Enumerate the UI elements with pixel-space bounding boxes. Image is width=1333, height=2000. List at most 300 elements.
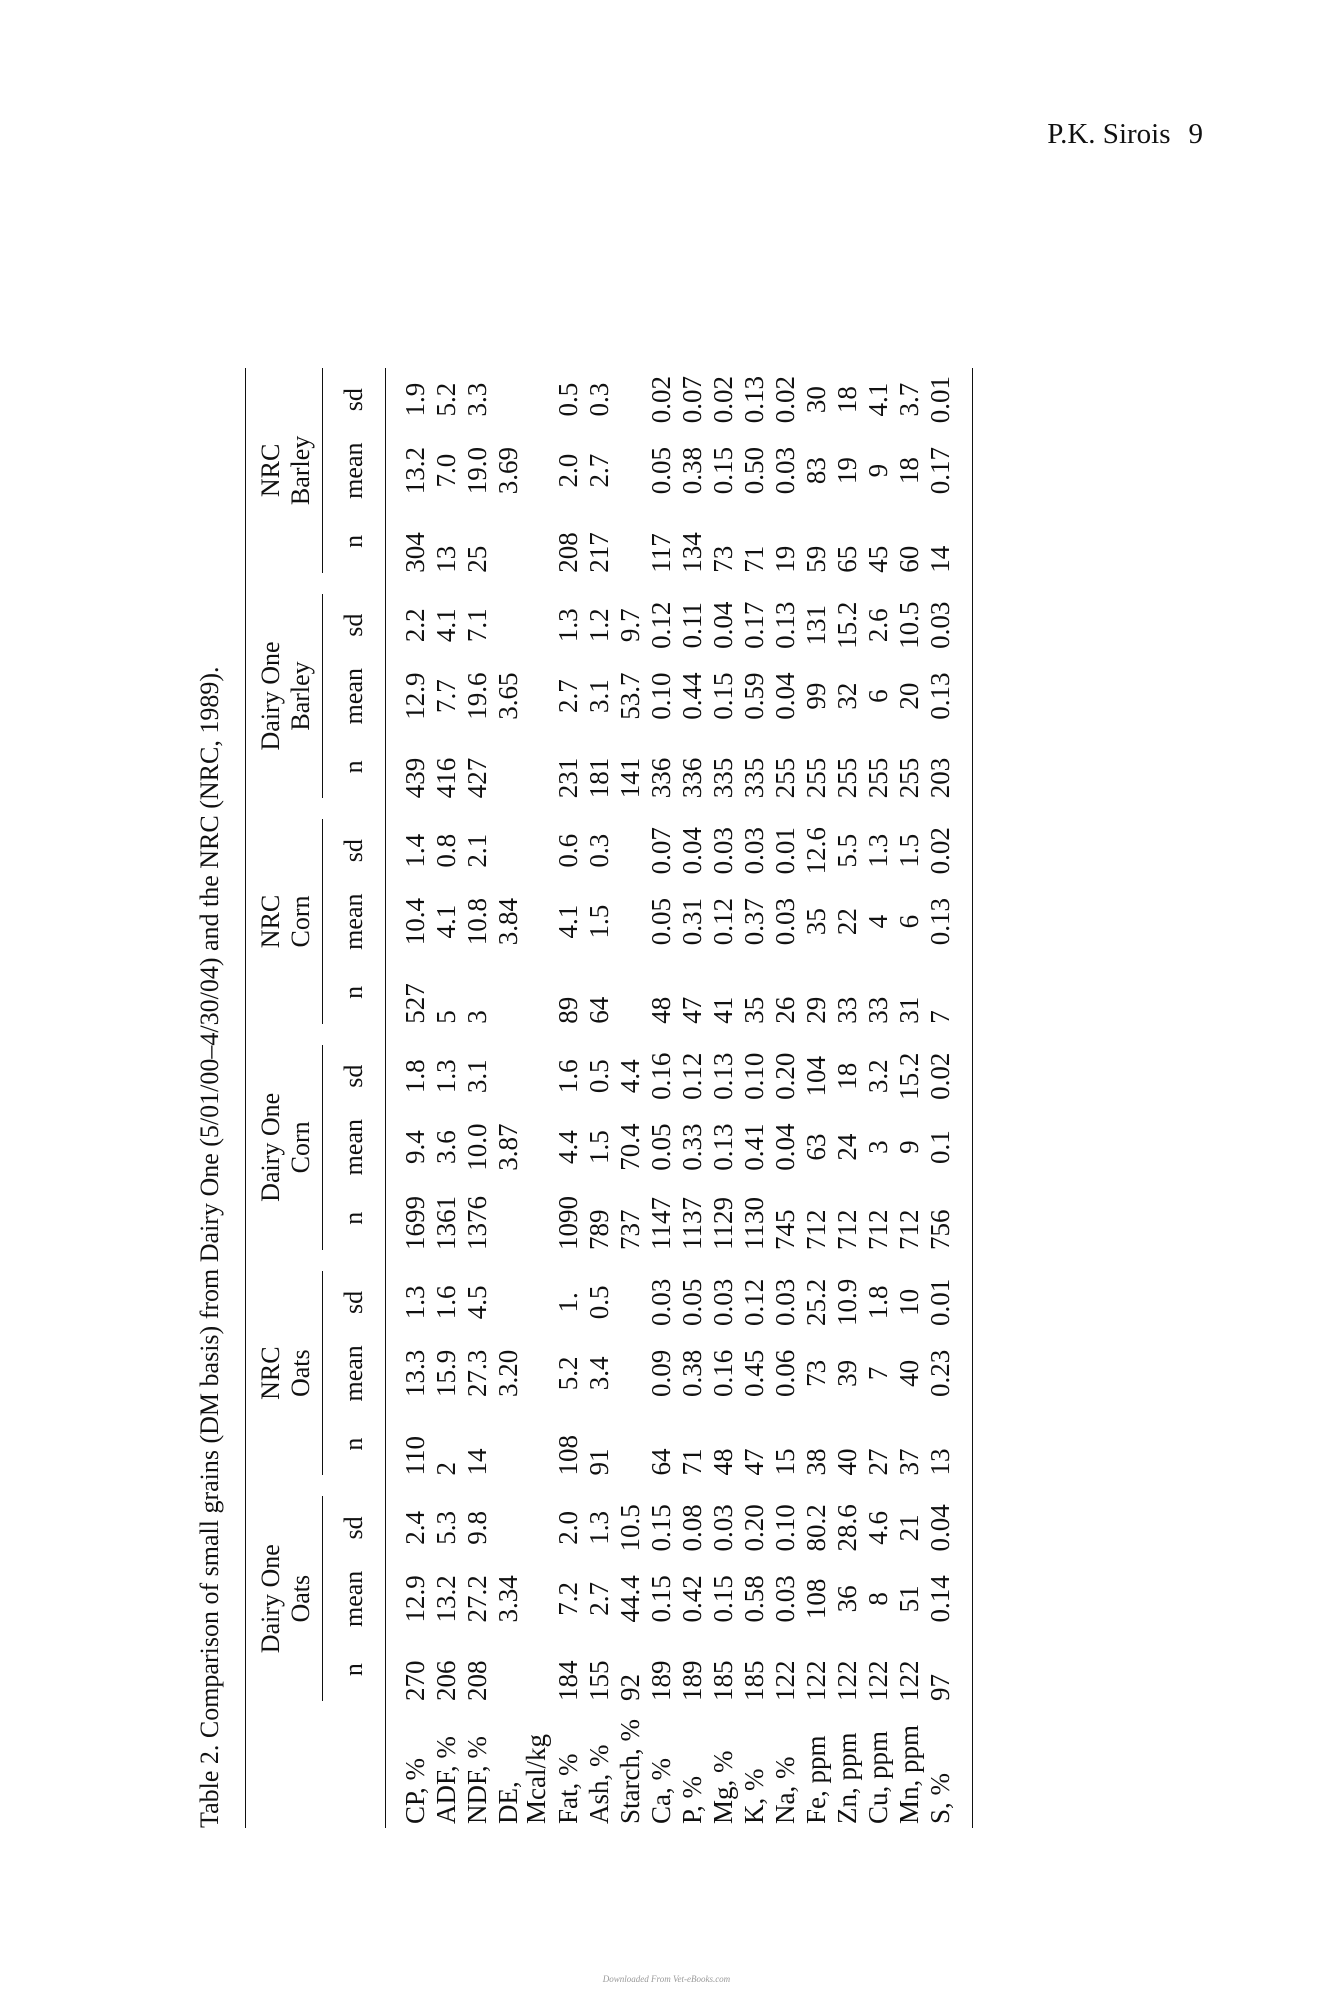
cell-mean: 1.5 bbox=[584, 904, 614, 939]
subheader-mean: mean bbox=[323, 1559, 386, 1638]
column-gap bbox=[741, 1024, 772, 1045]
cell-mean: 51 bbox=[894, 1585, 924, 1613]
cell-sd: 3.1 bbox=[462, 1059, 492, 1094]
cell-mean: 22 bbox=[832, 908, 862, 936]
cell-mean: 10.8 bbox=[462, 898, 492, 946]
cell-mean bbox=[523, 657, 555, 736]
cell-mean: 70.4 bbox=[615, 1123, 645, 1171]
cell-mean: 5.2 bbox=[553, 1356, 583, 1391]
cell-sd: 0.02 bbox=[770, 376, 800, 424]
cell-mean: 13.2 bbox=[400, 447, 430, 495]
row-label: ADF, % bbox=[431, 1736, 461, 1824]
column-gap bbox=[555, 1250, 586, 1271]
cell-mean: 9 bbox=[894, 1140, 924, 1154]
column-gap bbox=[433, 798, 464, 819]
cell-mean: 0.59 bbox=[739, 672, 769, 720]
cell-mean: 0.1 bbox=[927, 1108, 973, 1187]
group-header-row bbox=[246, 368, 323, 1828]
cell-mean: 4.1 bbox=[553, 904, 583, 939]
cell-sd: 0.16 bbox=[646, 1052, 676, 1100]
cell-sd: 0.04 bbox=[708, 601, 738, 649]
column-gap bbox=[710, 798, 741, 819]
cell-sd: 0.5 bbox=[553, 382, 583, 417]
cell-mean: 83 bbox=[801, 457, 831, 485]
table-row bbox=[523, 368, 555, 1828]
cell-n: 122 bbox=[832, 1660, 862, 1701]
cell-n: 47 bbox=[677, 996, 707, 1024]
cell-mean: 0.17 bbox=[927, 431, 973, 510]
group-grain: Corn bbox=[286, 1121, 316, 1174]
column-gap bbox=[495, 1476, 523, 1497]
cell-sd: 3.7 bbox=[894, 382, 924, 417]
column-gap bbox=[896, 1250, 927, 1271]
cell-n: 64 bbox=[646, 1448, 676, 1476]
cell-mean: 0.23 bbox=[927, 1334, 973, 1413]
cell-n: 48 bbox=[708, 1448, 738, 1476]
cell-sd: 0.03 bbox=[927, 594, 973, 657]
table-row bbox=[803, 368, 834, 1828]
cell-n: 181 bbox=[584, 757, 614, 799]
group-grain: Corn bbox=[286, 895, 316, 948]
column-group-header bbox=[246, 1496, 323, 1701]
cell-sd bbox=[523, 819, 555, 882]
column-gap bbox=[803, 798, 834, 819]
column-gap bbox=[679, 1250, 710, 1271]
cell-mean: 44.4 bbox=[615, 1575, 645, 1623]
cell-n: 29 bbox=[801, 996, 831, 1024]
cell-n: 91 bbox=[584, 1448, 614, 1476]
cell-mean: 10.4 bbox=[400, 898, 430, 946]
cell-sd: 1.3 bbox=[863, 833, 893, 868]
column-gap bbox=[741, 798, 772, 819]
cell-n: 255 bbox=[770, 757, 800, 799]
cell-sd: 0.20 bbox=[770, 1052, 800, 1100]
cell-n bbox=[523, 736, 555, 799]
subheader-mean: mean bbox=[323, 657, 386, 736]
sub-header-row bbox=[323, 368, 386, 1828]
cell-mean: 0.15 bbox=[646, 1575, 676, 1623]
cell-n: 231 bbox=[553, 757, 583, 799]
cell-sd: 1.6 bbox=[553, 1059, 583, 1094]
column-gap bbox=[246, 798, 323, 819]
column-gap bbox=[834, 798, 865, 819]
row-label: Mg, % bbox=[708, 1750, 738, 1824]
row-label: NDF, % bbox=[462, 1736, 492, 1824]
column-gap bbox=[617, 798, 648, 819]
cell-mean: 0.04 bbox=[770, 1123, 800, 1171]
cell-sd bbox=[617, 368, 648, 431]
subheader-sd: sd bbox=[323, 594, 386, 657]
column-gap bbox=[386, 1476, 434, 1497]
column-gap bbox=[927, 798, 973, 819]
column-gap bbox=[555, 1476, 586, 1497]
column-gap bbox=[495, 798, 523, 819]
column-gap bbox=[896, 1476, 927, 1497]
column-gap bbox=[246, 1024, 323, 1045]
cell-n bbox=[495, 961, 523, 1024]
table-row bbox=[586, 368, 617, 1828]
cell-sd: 25.2 bbox=[801, 1278, 831, 1327]
cell-n bbox=[523, 1413, 555, 1476]
cell-n: 185 bbox=[708, 1660, 738, 1701]
cell-n bbox=[617, 961, 648, 1024]
cell-mean: 2.0 bbox=[553, 453, 583, 488]
subheader-n: n bbox=[323, 1413, 386, 1476]
table-row bbox=[927, 368, 973, 1828]
column-gap bbox=[834, 1250, 865, 1271]
column-gap bbox=[555, 573, 586, 594]
cell-sd: 4.5 bbox=[462, 1285, 492, 1320]
author-name: P.K. Sirois bbox=[1047, 118, 1171, 150]
cell-n: 1699 bbox=[400, 1196, 430, 1250]
cell-sd bbox=[495, 1271, 523, 1334]
column-gap bbox=[555, 798, 586, 819]
row-label: DE, bbox=[493, 1781, 523, 1824]
column-gap bbox=[523, 1024, 555, 1045]
cell-sd: 0.20 bbox=[739, 1504, 769, 1552]
cell-mean: 2.7 bbox=[584, 1581, 614, 1616]
cell-n: 712 bbox=[863, 1209, 893, 1250]
cell-sd: 18 bbox=[832, 386, 862, 414]
cell-n: 1090 bbox=[553, 1196, 583, 1250]
cell-mean: 0.50 bbox=[739, 447, 769, 495]
cell-n: 14 bbox=[927, 510, 973, 573]
cell-mean: 10.0 bbox=[462, 1123, 492, 1171]
cell-mean: 0.04 bbox=[770, 672, 800, 720]
cell-mean: 3.84 bbox=[493, 898, 523, 946]
cell-n: 184 bbox=[553, 1660, 583, 1701]
cell-mean: 19 bbox=[832, 457, 862, 485]
cell-sd: 1.3 bbox=[431, 1059, 461, 1094]
cell-n: 73 bbox=[708, 545, 738, 573]
table-row bbox=[495, 368, 523, 1828]
column-gap bbox=[803, 1476, 834, 1497]
cell-sd: 12.6 bbox=[801, 827, 831, 875]
cell-sd: 0.3 bbox=[584, 833, 614, 868]
cell-n: 71 bbox=[677, 1448, 707, 1476]
cell-mean: 15.9 bbox=[431, 1349, 461, 1397]
column-gap bbox=[865, 798, 896, 819]
cell-n: 60 bbox=[894, 545, 924, 573]
cell-mean bbox=[523, 1559, 555, 1638]
cell-sd: 0.03 bbox=[770, 1278, 800, 1327]
cell-n: 189 bbox=[677, 1660, 707, 1701]
cell-sd: 3.2 bbox=[863, 1059, 893, 1094]
cell-mean: 0.15 bbox=[708, 672, 738, 720]
column-gap bbox=[772, 1250, 803, 1271]
column-gap bbox=[246, 573, 323, 594]
row-label: S, % bbox=[927, 1701, 973, 1828]
row-label: Fe, ppm bbox=[801, 1735, 831, 1824]
cell-n: 31 bbox=[894, 996, 924, 1024]
column-gap bbox=[710, 1024, 741, 1045]
cell-sd bbox=[523, 1045, 555, 1108]
cell-n bbox=[523, 961, 555, 1024]
cell-n: 335 bbox=[739, 757, 769, 799]
column-gap bbox=[927, 1024, 973, 1045]
row-label: K, % bbox=[739, 1768, 769, 1824]
cell-n: 336 bbox=[677, 757, 707, 799]
page-number: 9 bbox=[1188, 118, 1203, 150]
cell-n: 59 bbox=[801, 545, 831, 573]
column-gap bbox=[464, 1476, 495, 1497]
cell-mean: 0.13 bbox=[708, 1123, 738, 1171]
group-source: NRC bbox=[256, 1346, 286, 1400]
cell-mean: 40 bbox=[894, 1359, 924, 1387]
table-row bbox=[617, 368, 648, 1828]
column-group-header bbox=[246, 368, 323, 573]
cell-sd: 5.2 bbox=[431, 382, 461, 417]
cell-mean: 13.3 bbox=[400, 1349, 430, 1397]
subheader-n: n bbox=[323, 736, 386, 799]
cell-mean: 7.0 bbox=[431, 453, 461, 488]
cell-n bbox=[495, 1638, 523, 1701]
column-gap bbox=[523, 1250, 555, 1271]
cell-mean: 1.5 bbox=[584, 1130, 614, 1165]
cell-sd bbox=[495, 594, 523, 657]
cell-sd: 2.2 bbox=[400, 608, 430, 643]
row-label: Ash, % bbox=[584, 1744, 614, 1824]
cell-mean: 39 bbox=[832, 1359, 862, 1387]
cell-sd: 0.12 bbox=[739, 1278, 769, 1327]
cell-n: 26 bbox=[770, 996, 800, 1024]
column-gap bbox=[865, 1250, 896, 1271]
subheader-n: n bbox=[323, 961, 386, 1024]
cell-mean: 0.06 bbox=[770, 1349, 800, 1397]
table-row bbox=[648, 368, 679, 1828]
cell-mean: 73 bbox=[801, 1359, 831, 1387]
cell-mean: 3.4 bbox=[584, 1356, 614, 1391]
cell-n: 185 bbox=[739, 1660, 769, 1701]
cell-n: 439 bbox=[400, 757, 430, 799]
cell-n: 712 bbox=[832, 1209, 862, 1250]
table-row bbox=[679, 368, 710, 1828]
cell-sd: 0.03 bbox=[708, 1504, 738, 1552]
cell-sd: 2.1 bbox=[462, 833, 492, 868]
cell-n: 712 bbox=[801, 1209, 831, 1250]
cell-mean: 13.2 bbox=[431, 1575, 461, 1623]
column-gap bbox=[710, 1476, 741, 1497]
row-label: Ca, % bbox=[646, 1758, 676, 1824]
column-gap bbox=[803, 1024, 834, 1045]
column-gap bbox=[648, 798, 679, 819]
column-gap bbox=[464, 1250, 495, 1271]
column-gap bbox=[772, 1024, 803, 1045]
cell-sd bbox=[523, 368, 555, 431]
cell-mean: 0.12 bbox=[708, 898, 738, 946]
subheader-sd: sd bbox=[323, 1496, 386, 1559]
group-source: Dairy One bbox=[256, 1544, 286, 1654]
cell-n: 41 bbox=[708, 996, 738, 1024]
column-gap bbox=[586, 573, 617, 594]
cell-sd: 1.4 bbox=[400, 833, 430, 868]
cell-n bbox=[523, 1638, 555, 1701]
cell-mean: 3.34 bbox=[493, 1575, 523, 1623]
cell-sd: 0.5 bbox=[584, 1285, 614, 1320]
table-row bbox=[433, 368, 464, 1828]
column-gap bbox=[679, 1476, 710, 1497]
cell-sd: 0.8 bbox=[431, 833, 461, 868]
cell-mean: 3.1 bbox=[584, 679, 614, 714]
cell-n: 427 bbox=[462, 757, 492, 799]
cell-sd: 0.10 bbox=[770, 1504, 800, 1552]
cell-mean: 0.37 bbox=[739, 898, 769, 946]
cell-n: 37 bbox=[894, 1448, 924, 1476]
cell-mean: 0.05 bbox=[646, 1123, 676, 1171]
cell-n: 756 bbox=[927, 1187, 973, 1250]
subheader-sd: sd bbox=[323, 1271, 386, 1334]
cell-sd: 0.6 bbox=[553, 833, 583, 868]
column-gap bbox=[586, 798, 617, 819]
cell-n bbox=[495, 510, 523, 573]
cell-n: 335 bbox=[708, 757, 738, 799]
table-row bbox=[834, 368, 865, 1828]
cell-n: 89 bbox=[553, 996, 583, 1024]
cell-mean: 20 bbox=[894, 682, 924, 710]
cell-n: 7 bbox=[927, 961, 973, 1024]
subheader-n: n bbox=[323, 1638, 386, 1701]
cell-sd: 18 bbox=[832, 1062, 862, 1090]
cell-sd: 0.02 bbox=[708, 376, 738, 424]
column-gap bbox=[927, 573, 973, 594]
column-gap bbox=[741, 1250, 772, 1271]
cell-n: 255 bbox=[832, 757, 862, 799]
cell-mean: 63 bbox=[801, 1133, 831, 1161]
cell-n bbox=[523, 510, 555, 573]
cell-sd bbox=[495, 1496, 523, 1559]
cell-sd bbox=[523, 594, 555, 657]
cell-n: 40 bbox=[832, 1448, 862, 1476]
cell-mean: 12.9 bbox=[400, 1575, 430, 1623]
cell-sd: 7.1 bbox=[462, 608, 492, 643]
cell-mean: 36 bbox=[832, 1585, 862, 1613]
cell-sd: 0.03 bbox=[739, 827, 769, 875]
cell-mean: 2.7 bbox=[584, 453, 614, 488]
cell-n bbox=[495, 1187, 523, 1250]
group-grain: Barley bbox=[286, 661, 316, 731]
cell-n: 65 bbox=[832, 545, 862, 573]
cell-n: 189 bbox=[646, 1660, 676, 1701]
column-gap bbox=[386, 573, 434, 594]
cell-sd bbox=[523, 1271, 555, 1334]
cell-mean: 0.03 bbox=[770, 1575, 800, 1623]
cell-n: 110 bbox=[400, 1436, 430, 1476]
column-group-header bbox=[246, 1045, 323, 1250]
cell-sd bbox=[495, 819, 523, 882]
cell-n bbox=[495, 736, 523, 799]
table-row bbox=[386, 368, 434, 1828]
table-row bbox=[772, 368, 803, 1828]
column-gap bbox=[648, 573, 679, 594]
cell-sd: 104 bbox=[801, 1055, 831, 1097]
cell-n: 206 bbox=[431, 1660, 461, 1701]
column-gap bbox=[433, 573, 464, 594]
cell-n: 255 bbox=[863, 757, 893, 799]
cell-sd: 10.5 bbox=[615, 1504, 645, 1552]
cell-mean: 6 bbox=[894, 914, 924, 929]
cell-mean: 53.7 bbox=[615, 672, 645, 720]
column-gap bbox=[927, 1476, 973, 1497]
cell-mean: 35 bbox=[801, 908, 831, 936]
subheader-mean: mean bbox=[323, 882, 386, 961]
cell-sd: 3.3 bbox=[462, 382, 492, 417]
column-gap bbox=[741, 1476, 772, 1497]
cell-n: 122 bbox=[770, 1660, 800, 1701]
cell-sd: 1.5 bbox=[894, 833, 924, 868]
column-gap bbox=[586, 1024, 617, 1045]
column-gap bbox=[323, 1476, 386, 1497]
column-gap bbox=[617, 1024, 648, 1045]
cell-sd: 131 bbox=[801, 604, 831, 646]
cell-sd: 15.2 bbox=[832, 601, 862, 649]
cell-sd: 0.01 bbox=[927, 368, 973, 431]
cell-mean: 7 bbox=[863, 1366, 893, 1381]
cell-sd: 0.08 bbox=[677, 1504, 707, 1552]
column-gap bbox=[679, 573, 710, 594]
watermark: Downloaded From Vet-eBooks.com bbox=[602, 1974, 731, 1984]
cell-n: 527 bbox=[400, 983, 430, 1024]
cell-mean: 7.2 bbox=[553, 1581, 583, 1616]
column-gap bbox=[386, 1250, 434, 1271]
cell-mean: 0.14 bbox=[927, 1559, 973, 1638]
column-group-header bbox=[246, 819, 323, 1024]
cell-mean: 19.0 bbox=[462, 447, 492, 495]
cell-sd: 0.05 bbox=[677, 1278, 707, 1327]
cell-mean: 32 bbox=[832, 682, 862, 710]
cell-n: 33 bbox=[863, 996, 893, 1024]
cell-sd: 0.12 bbox=[646, 601, 676, 649]
cell-sd: 0.01 bbox=[927, 1271, 973, 1334]
column-gap bbox=[586, 1250, 617, 1271]
cell-n: 217 bbox=[584, 532, 614, 573]
cell-n: 155 bbox=[584, 1660, 614, 1701]
cell-mean bbox=[617, 1334, 648, 1413]
cell-sd bbox=[495, 1045, 523, 1108]
grain-comparison-table bbox=[245, 368, 973, 1828]
cell-n: 255 bbox=[894, 757, 924, 799]
column-gap bbox=[386, 798, 434, 819]
cell-mean: 0.15 bbox=[708, 447, 738, 495]
subheader-n: n bbox=[323, 1187, 386, 1250]
column-gap bbox=[896, 573, 927, 594]
cell-n: 304 bbox=[400, 532, 430, 573]
cell-sd: 0.04 bbox=[927, 1496, 973, 1559]
cell-n bbox=[495, 1413, 523, 1476]
cell-sd: 0.5 bbox=[584, 1059, 614, 1094]
column-gap bbox=[246, 1476, 323, 1497]
cell-sd: 0.11 bbox=[677, 602, 707, 649]
column-group-header bbox=[246, 594, 323, 799]
cell-mean: 18 bbox=[894, 457, 924, 485]
cell-sd: 0.02 bbox=[927, 819, 973, 882]
cell-sd: 1.3 bbox=[400, 1285, 430, 1320]
cell-n: 25 bbox=[462, 545, 492, 573]
row-label: Starch, % bbox=[615, 1719, 645, 1824]
running-head bbox=[1047, 118, 1203, 151]
cell-mean: 0.05 bbox=[646, 898, 676, 946]
column-gap bbox=[464, 1024, 495, 1045]
cell-n: 712 bbox=[894, 1209, 924, 1250]
group-grain: Barley bbox=[286, 435, 316, 506]
column-gap bbox=[495, 1250, 523, 1271]
cell-sd: 1.8 bbox=[863, 1285, 893, 1320]
column-gap bbox=[710, 573, 741, 594]
cell-mean: 0.38 bbox=[677, 447, 707, 495]
table-body bbox=[386, 368, 973, 1828]
cell-sd: 0.3 bbox=[584, 382, 614, 417]
cell-sd: 1.3 bbox=[553, 608, 583, 643]
cell-n: 737 bbox=[615, 1209, 645, 1250]
